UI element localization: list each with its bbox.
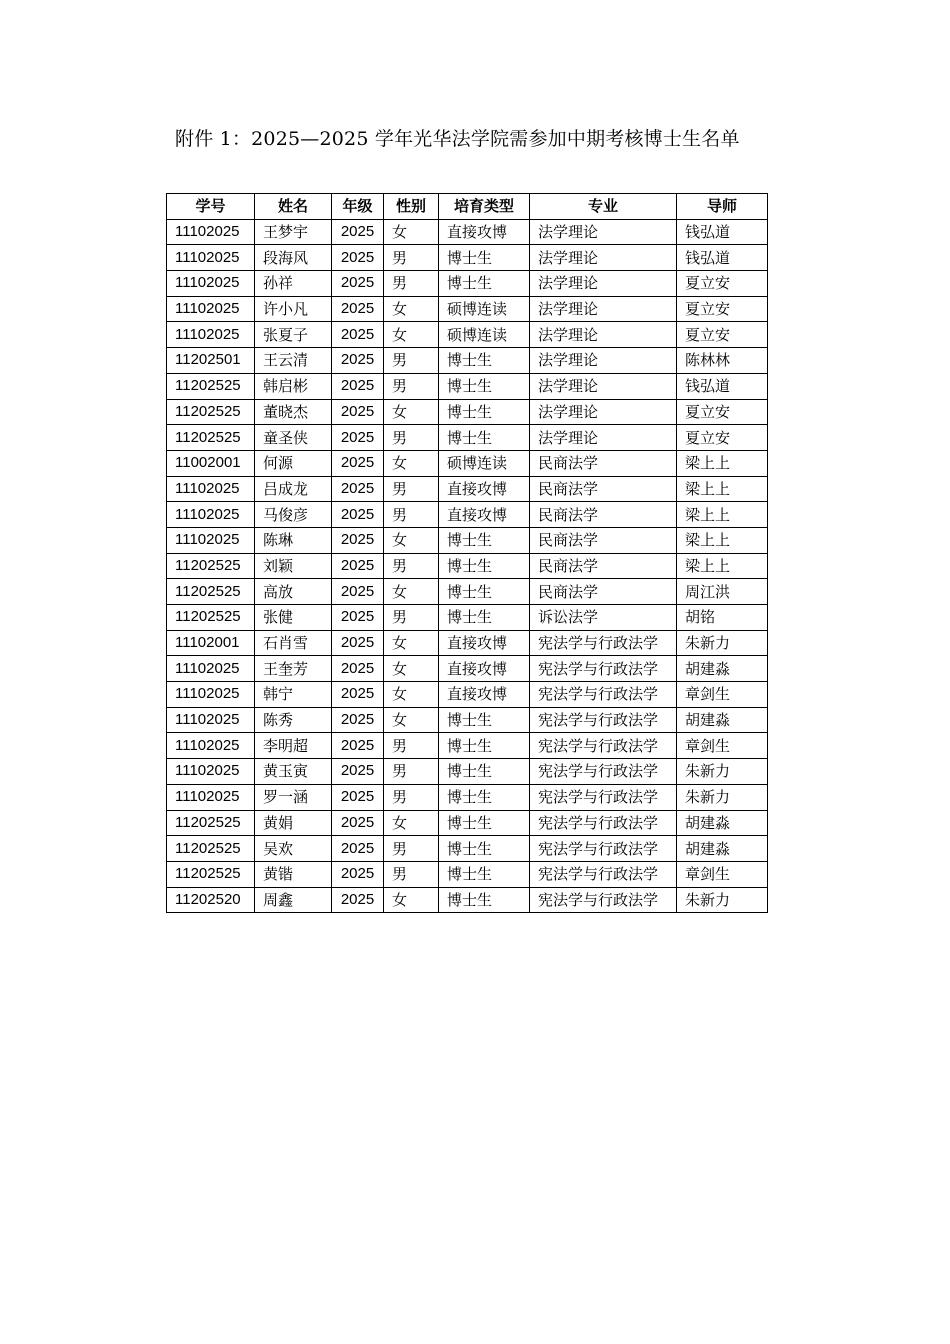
- supervisor-cell: 梁上上: [677, 476, 768, 502]
- supervisor-cell: 胡铭: [677, 605, 768, 631]
- grade-cell: 2025: [332, 887, 384, 913]
- major-cell: 法学理论: [530, 348, 677, 374]
- name-cell: 张夏子: [255, 322, 332, 348]
- table-row: [167, 810, 768, 836]
- header-major: 专业: [530, 194, 677, 220]
- student-id-cell: 11202525: [167, 425, 255, 451]
- name-cell: 董晓杰: [255, 399, 332, 425]
- grade-cell: 2025: [332, 527, 384, 553]
- grade-cell: 2025: [332, 245, 384, 271]
- supervisor-cell: 夏立安: [677, 271, 768, 297]
- gender-cell: 女: [384, 630, 439, 656]
- student-table: [166, 193, 768, 913]
- grade-cell: 2025: [332, 476, 384, 502]
- training-type-cell: 博士生: [439, 271, 530, 297]
- table-row: [167, 553, 768, 579]
- gender-cell: 男: [384, 553, 439, 579]
- name-cell: 张健: [255, 605, 332, 631]
- gender-cell: 女: [384, 219, 439, 245]
- training-type-cell: 博士生: [439, 810, 530, 836]
- training-type-cell: 博士生: [439, 861, 530, 887]
- gender-cell: 女: [384, 399, 439, 425]
- grade-cell: 2025: [332, 784, 384, 810]
- supervisor-cell: 胡建淼: [677, 810, 768, 836]
- table-row: [167, 425, 768, 451]
- student-id-cell: 11202520: [167, 887, 255, 913]
- table-row: [167, 759, 768, 785]
- student-id-cell: 11102025: [167, 502, 255, 528]
- training-type-cell: 博士生: [439, 579, 530, 605]
- gender-cell: 女: [384, 682, 439, 708]
- training-type-cell: 博士生: [439, 759, 530, 785]
- name-cell: 何源: [255, 450, 332, 476]
- name-cell: 黄玉寅: [255, 759, 332, 785]
- header-training-type: 培育类型: [439, 194, 530, 220]
- grade-cell: 2025: [332, 348, 384, 374]
- table-row: [167, 887, 768, 913]
- name-cell: 罗一涵: [255, 784, 332, 810]
- name-cell: 韩启彬: [255, 373, 332, 399]
- gender-cell: 女: [384, 527, 439, 553]
- supervisor-cell: 朱新力: [677, 630, 768, 656]
- gender-cell: 男: [384, 861, 439, 887]
- student-id-cell: 11102025: [167, 656, 255, 682]
- training-type-cell: 博士生: [439, 373, 530, 399]
- table-row: [167, 450, 768, 476]
- header-gender: 性别: [384, 194, 439, 220]
- major-cell: 法学理论: [530, 219, 677, 245]
- supervisor-cell: 章剑生: [677, 861, 768, 887]
- supervisor-cell: 胡建淼: [677, 836, 768, 862]
- gender-cell: 女: [384, 707, 439, 733]
- training-type-cell: 直接攻博: [439, 502, 530, 528]
- student-id-cell: 11102025: [167, 296, 255, 322]
- supervisor-cell: 朱新力: [677, 784, 768, 810]
- grade-cell: 2025: [332, 553, 384, 579]
- training-type-cell: 硕博连读: [439, 322, 530, 348]
- grade-cell: 2025: [332, 450, 384, 476]
- gender-cell: 女: [384, 579, 439, 605]
- name-cell: 段海风: [255, 245, 332, 271]
- table-row: [167, 682, 768, 708]
- gender-cell: 女: [384, 296, 439, 322]
- training-type-cell: 直接攻博: [439, 630, 530, 656]
- supervisor-cell: 朱新力: [677, 759, 768, 785]
- grade-cell: 2025: [332, 296, 384, 322]
- page-title: 附件 1：2025—2025 学年光华法学院需参加中期考核博士生名单: [175, 128, 740, 150]
- major-cell: 宪法学与行政法学: [530, 682, 677, 708]
- name-cell: 陈琳: [255, 527, 332, 553]
- name-cell: 陈秀: [255, 707, 332, 733]
- grade-cell: 2025: [332, 399, 384, 425]
- training-type-cell: 博士生: [439, 605, 530, 631]
- gender-cell: 男: [384, 733, 439, 759]
- table-row: [167, 630, 768, 656]
- training-type-cell: 博士生: [439, 527, 530, 553]
- student-id-cell: 11102025: [167, 322, 255, 348]
- major-cell: 民商法学: [530, 553, 677, 579]
- gender-cell: 男: [384, 476, 439, 502]
- grade-cell: 2025: [332, 502, 384, 528]
- major-cell: 法学理论: [530, 322, 677, 348]
- grade-cell: 2025: [332, 271, 384, 297]
- table-row: [167, 502, 768, 528]
- table-row: [167, 656, 768, 682]
- name-cell: 石肖雪: [255, 630, 332, 656]
- student-id-cell: 11102025: [167, 271, 255, 297]
- training-type-cell: 直接攻博: [439, 656, 530, 682]
- training-type-cell: 直接攻博: [439, 476, 530, 502]
- grade-cell: 2025: [332, 682, 384, 708]
- table-row: [167, 399, 768, 425]
- grade-cell: 2025: [332, 219, 384, 245]
- major-cell: 宪法学与行政法学: [530, 861, 677, 887]
- gender-cell: 男: [384, 836, 439, 862]
- name-cell: 王梦宇: [255, 219, 332, 245]
- gender-cell: 女: [384, 656, 439, 682]
- supervisor-cell: 夏立安: [677, 296, 768, 322]
- table-row: [167, 605, 768, 631]
- supervisor-cell: 朱新力: [677, 887, 768, 913]
- table-row: [167, 373, 768, 399]
- major-cell: 法学理论: [530, 245, 677, 271]
- table-row: [167, 348, 768, 374]
- grade-cell: 2025: [332, 425, 384, 451]
- major-cell: 宪法学与行政法学: [530, 836, 677, 862]
- training-type-cell: 硕博连读: [439, 296, 530, 322]
- gender-cell: 男: [384, 373, 439, 399]
- supervisor-cell: 夏立安: [677, 425, 768, 451]
- major-cell: 民商法学: [530, 579, 677, 605]
- grade-cell: 2025: [332, 630, 384, 656]
- student-id-cell: 11202525: [167, 553, 255, 579]
- table-row: [167, 579, 768, 605]
- student-id-cell: 11202525: [167, 861, 255, 887]
- gender-cell: 女: [384, 450, 439, 476]
- student-id-cell: 11102025: [167, 733, 255, 759]
- table-row: [167, 733, 768, 759]
- training-type-cell: 博士生: [439, 707, 530, 733]
- major-cell: 宪法学与行政法学: [530, 759, 677, 785]
- student-id-cell: 11102001: [167, 630, 255, 656]
- name-cell: 黄锴: [255, 861, 332, 887]
- grade-cell: 2025: [332, 759, 384, 785]
- grade-cell: 2025: [332, 707, 384, 733]
- student-id-cell: 11102025: [167, 759, 255, 785]
- name-cell: 王云清: [255, 348, 332, 374]
- training-type-cell: 硕博连读: [439, 450, 530, 476]
- gender-cell: 男: [384, 245, 439, 271]
- major-cell: 宪法学与行政法学: [530, 707, 677, 733]
- header-supervisor: 导师: [677, 194, 768, 220]
- table-row: [167, 527, 768, 553]
- student-id-cell: 11102025: [167, 245, 255, 271]
- major-cell: 法学理论: [530, 296, 677, 322]
- student-id-cell: 11102025: [167, 682, 255, 708]
- major-cell: 民商法学: [530, 502, 677, 528]
- name-cell: 吴欢: [255, 836, 332, 862]
- table-row: [167, 836, 768, 862]
- major-cell: 民商法学: [530, 450, 677, 476]
- grade-cell: 2025: [332, 836, 384, 862]
- major-cell: 法学理论: [530, 425, 677, 451]
- table-row: [167, 476, 768, 502]
- name-cell: 马俊彦: [255, 502, 332, 528]
- gender-cell: 女: [384, 322, 439, 348]
- supervisor-cell: 陈林林: [677, 348, 768, 374]
- student-id-cell: 11202525: [167, 399, 255, 425]
- student-id-cell: 11102025: [167, 476, 255, 502]
- name-cell: 黄娟: [255, 810, 332, 836]
- supervisor-cell: 梁上上: [677, 450, 768, 476]
- name-cell: 童圣侠: [255, 425, 332, 451]
- supervisor-cell: 胡建淼: [677, 656, 768, 682]
- major-cell: 宪法学与行政法学: [530, 733, 677, 759]
- training-type-cell: 博士生: [439, 887, 530, 913]
- student-id-cell: 11102025: [167, 527, 255, 553]
- supervisor-cell: 夏立安: [677, 399, 768, 425]
- grade-cell: 2025: [332, 656, 384, 682]
- name-cell: 韩宁: [255, 682, 332, 708]
- gender-cell: 女: [384, 887, 439, 913]
- major-cell: 民商法学: [530, 527, 677, 553]
- grade-cell: 2025: [332, 605, 384, 631]
- major-cell: 宪法学与行政法学: [530, 784, 677, 810]
- name-cell: 许小凡: [255, 296, 332, 322]
- training-type-cell: 直接攻博: [439, 682, 530, 708]
- grade-cell: 2025: [332, 733, 384, 759]
- training-type-cell: 博士生: [439, 836, 530, 862]
- table-row: [167, 219, 768, 245]
- supervisor-cell: 周江洪: [677, 579, 768, 605]
- table-row: [167, 322, 768, 348]
- header-name: 姓名: [255, 194, 332, 220]
- training-type-cell: 博士生: [439, 784, 530, 810]
- supervisor-cell: 钱弘道: [677, 245, 768, 271]
- supervisor-cell: 梁上上: [677, 527, 768, 553]
- supervisor-cell: 梁上上: [677, 553, 768, 579]
- table-row: [167, 296, 768, 322]
- supervisor-cell: 胡建淼: [677, 707, 768, 733]
- major-cell: 法学理论: [530, 271, 677, 297]
- student-id-cell: 11102025: [167, 784, 255, 810]
- major-cell: 民商法学: [530, 476, 677, 502]
- grade-cell: 2025: [332, 810, 384, 836]
- student-id-cell: 11202525: [167, 373, 255, 399]
- training-type-cell: 博士生: [439, 425, 530, 451]
- table-body: [167, 219, 768, 913]
- table-header-row: [167, 194, 768, 220]
- student-id-cell: 11202525: [167, 810, 255, 836]
- gender-cell: 男: [384, 271, 439, 297]
- training-type-cell: 博士生: [439, 348, 530, 374]
- supervisor-cell: 夏立安: [677, 322, 768, 348]
- student-id-cell: 11202525: [167, 605, 255, 631]
- grade-cell: 2025: [332, 322, 384, 348]
- gender-cell: 男: [384, 348, 439, 374]
- grade-cell: 2025: [332, 373, 384, 399]
- name-cell: 刘颖: [255, 553, 332, 579]
- grade-cell: 2025: [332, 579, 384, 605]
- table-row: [167, 861, 768, 887]
- gender-cell: 男: [384, 425, 439, 451]
- major-cell: 宪法学与行政法学: [530, 630, 677, 656]
- name-cell: 高放: [255, 579, 332, 605]
- name-cell: 孙祥: [255, 271, 332, 297]
- student-id-cell: 11202525: [167, 836, 255, 862]
- table-row: [167, 707, 768, 733]
- supervisor-cell: 梁上上: [677, 502, 768, 528]
- name-cell: 吕成龙: [255, 476, 332, 502]
- supervisor-cell: 钱弘道: [677, 373, 768, 399]
- major-cell: 法学理论: [530, 373, 677, 399]
- major-cell: 法学理论: [530, 399, 677, 425]
- training-type-cell: 直接攻博: [439, 219, 530, 245]
- table-row: [167, 784, 768, 810]
- major-cell: 宪法学与行政法学: [530, 887, 677, 913]
- student-id-cell: 11202501: [167, 348, 255, 374]
- table-row: [167, 245, 768, 271]
- supervisor-cell: 章剑生: [677, 682, 768, 708]
- supervisor-cell: 章剑生: [677, 733, 768, 759]
- header-grade: 年级: [332, 194, 384, 220]
- major-cell: 诉讼法学: [530, 605, 677, 631]
- name-cell: 王奎芳: [255, 656, 332, 682]
- student-id-cell: 11002001: [167, 450, 255, 476]
- training-type-cell: 博士生: [439, 733, 530, 759]
- supervisor-cell: 钱弘道: [677, 219, 768, 245]
- training-type-cell: 博士生: [439, 399, 530, 425]
- student-id-cell: 11102025: [167, 219, 255, 245]
- gender-cell: 男: [384, 759, 439, 785]
- name-cell: 李明超: [255, 733, 332, 759]
- gender-cell: 男: [384, 502, 439, 528]
- training-type-cell: 博士生: [439, 245, 530, 271]
- major-cell: 宪法学与行政法学: [530, 810, 677, 836]
- gender-cell: 男: [384, 605, 439, 631]
- major-cell: 宪法学与行政法学: [530, 656, 677, 682]
- header-student-id: 学号: [167, 194, 255, 220]
- student-id-cell: 11202525: [167, 579, 255, 605]
- student-id-cell: 11102025: [167, 707, 255, 733]
- gender-cell: 男: [384, 784, 439, 810]
- table-row: [167, 271, 768, 297]
- name-cell: 周鑫: [255, 887, 332, 913]
- gender-cell: 女: [384, 810, 439, 836]
- training-type-cell: 博士生: [439, 553, 530, 579]
- grade-cell: 2025: [332, 861, 384, 887]
